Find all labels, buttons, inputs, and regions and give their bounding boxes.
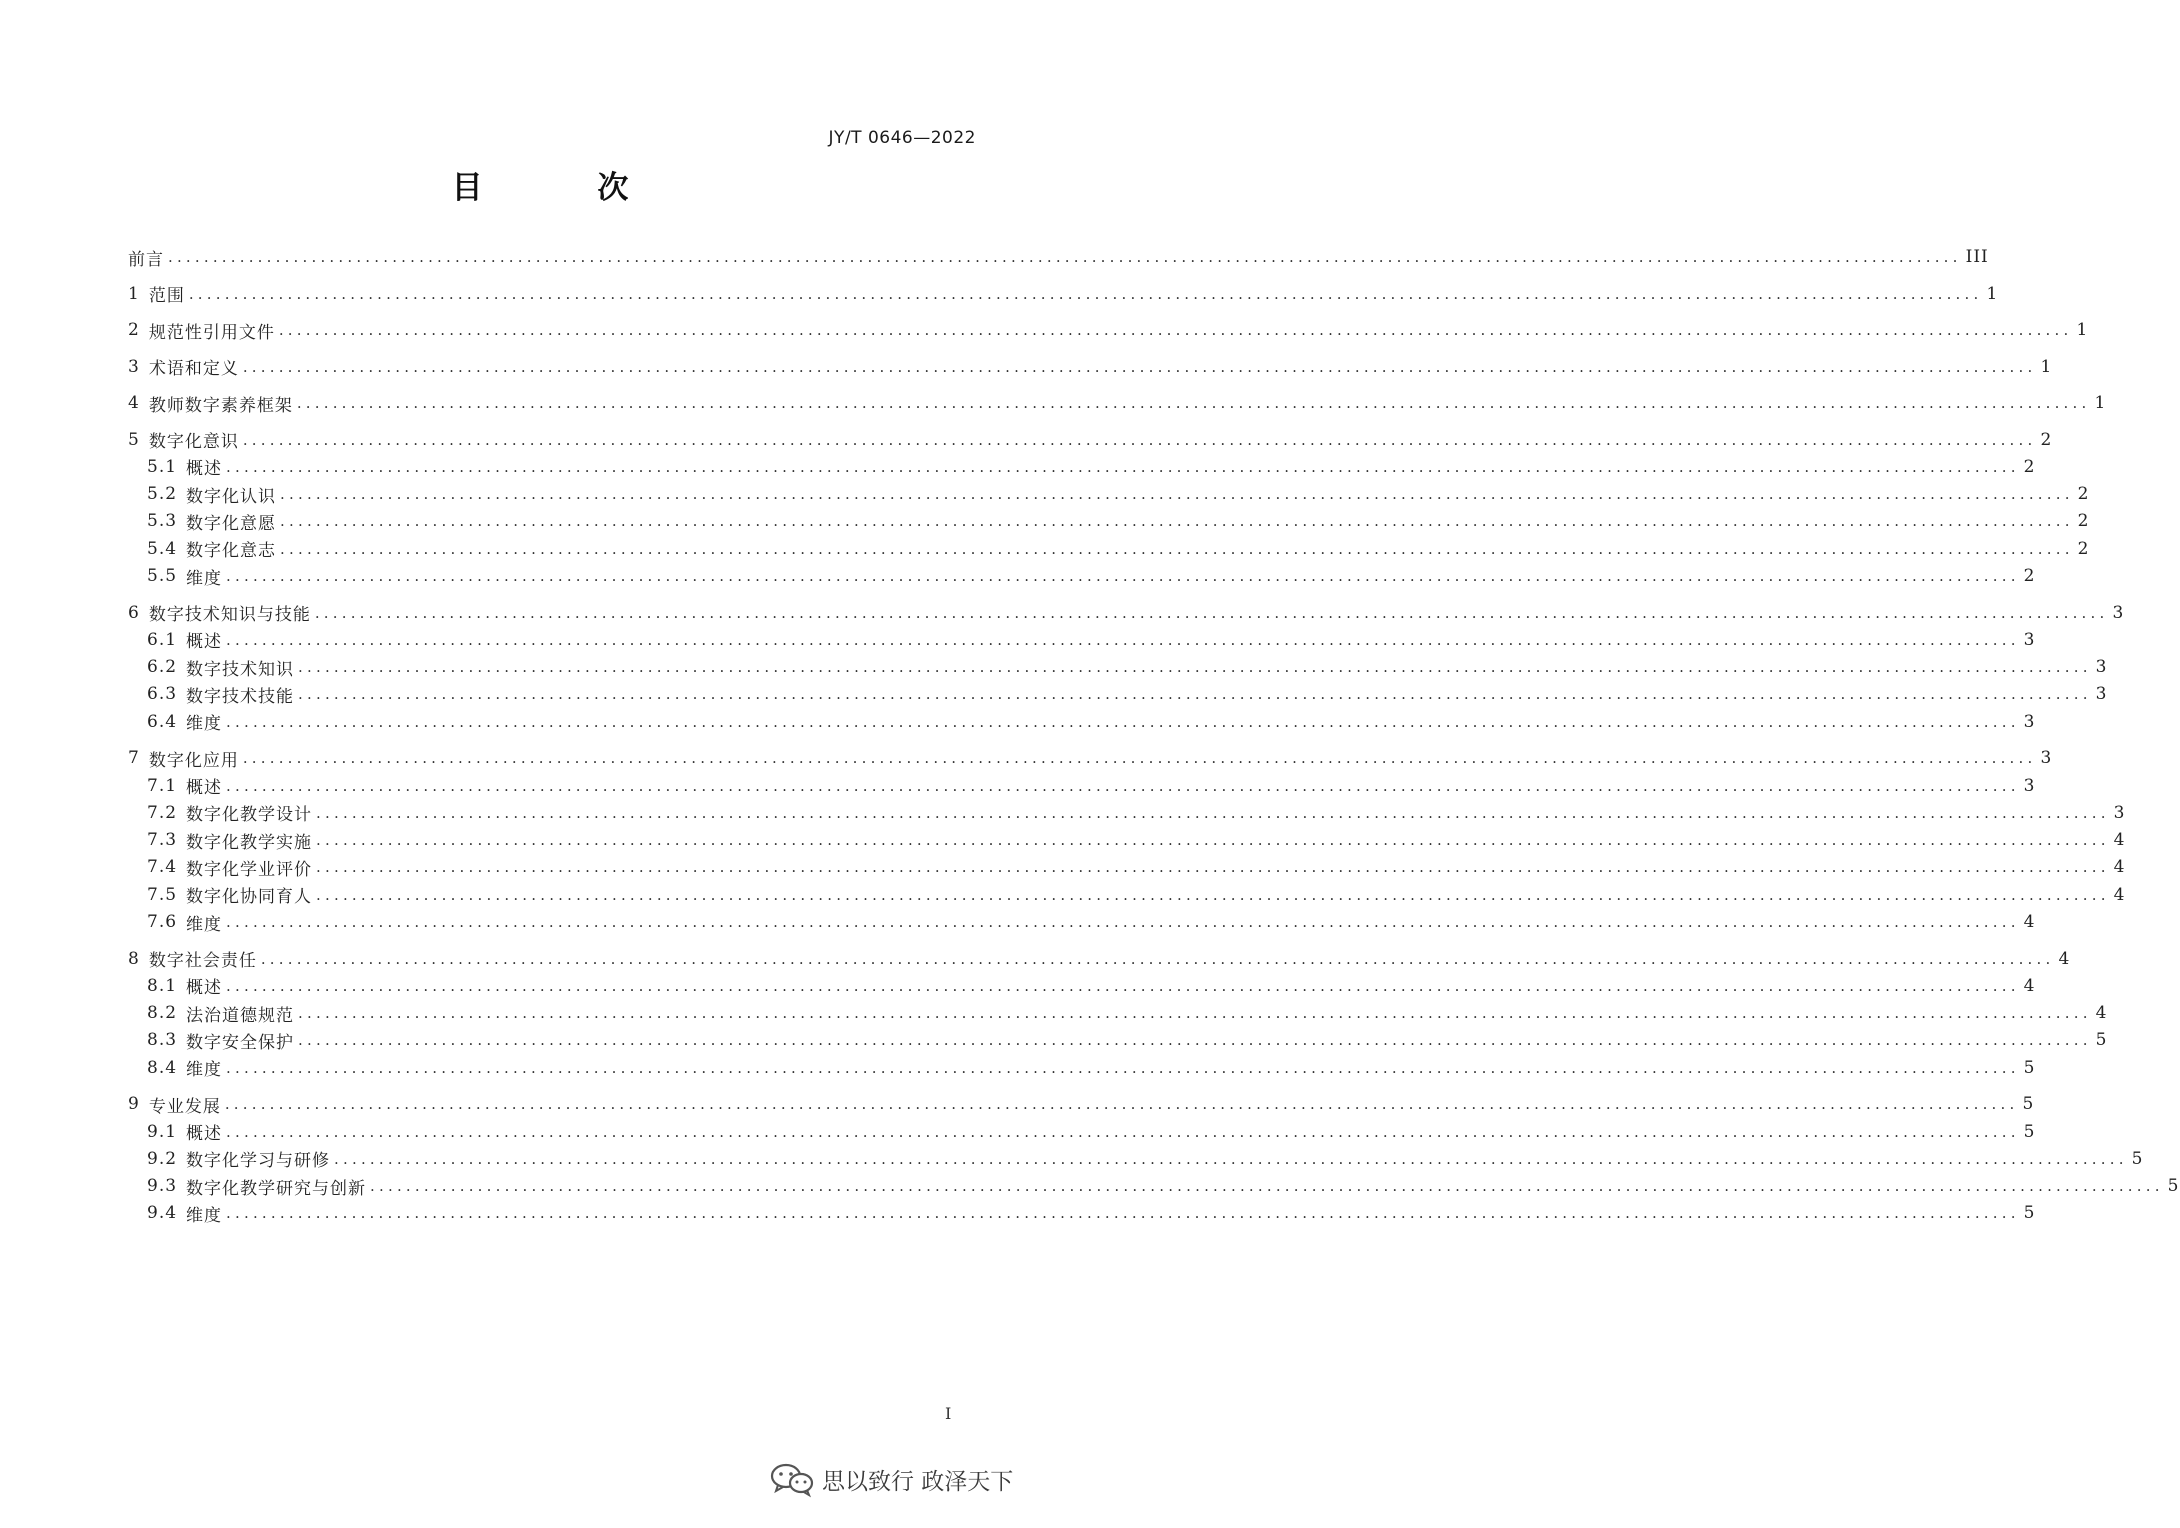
- toc-entry: [128, 1089, 2035, 1119]
- toc-entry-label: 专业发展: [148, 1096, 221, 1117]
- toc-subentry: [147, 1025, 2108, 1055]
- toc-entry-number: 5.3: [147, 511, 178, 532]
- toc-entry-number: 6: [128, 602, 140, 623]
- toc-leader-dots: ........................................................................................................................................................................................................: [260, 949, 2055, 968]
- toc-entry: [128, 944, 2071, 974]
- toc-entry-page: 5: [2023, 1057, 2036, 1078]
- toc-entry-label: 数字化意志: [186, 541, 277, 562]
- toc-entry-page: 5: [2022, 1094, 2035, 1115]
- toc-entry-number: 9.4: [147, 1203, 178, 1224]
- toc-entry-page: 2: [2077, 484, 2090, 505]
- toc-leader-dots: ........................................................................................................................................................................................................: [242, 357, 2037, 376]
- toc-entry-page: 4: [2023, 912, 2036, 932]
- toc-entry-label: 前言: [128, 249, 164, 270]
- toc-entry-number: 5.4: [147, 538, 178, 559]
- toc-entry-label: 概述: [186, 632, 223, 653]
- toc-entry-label: 维度: [186, 1205, 223, 1226]
- toc-subentry: [147, 825, 2126, 855]
- toc-leader-dots: ........................................................................................................................................................................................................: [224, 1095, 2019, 1114]
- toc-subentry: [147, 1117, 2036, 1147]
- toc-leader-dots: ........................................................................................................................................................................................................: [226, 1122, 2020, 1141]
- toc-entry-label: 数字技术知识: [186, 659, 295, 680]
- toc-entry-label: 数字化意识: [148, 432, 239, 452]
- watermark: [768, 1462, 1013, 1496]
- toc-entry-number: 8.3: [147, 1030, 178, 1051]
- toc-entry-page: 1: [1986, 283, 1999, 304]
- toc-entry-page: 3: [2023, 711, 2036, 732]
- toc-entry-number: 5.2: [147, 484, 178, 505]
- toc-entry-number: 5.1: [147, 456, 178, 477]
- toc-entry-number: 8.2: [147, 1003, 178, 1024]
- toc-leader-dots: ........................................................................................................................................................................................................: [280, 512, 2074, 531]
- toc-entry-number: 7.4: [147, 857, 178, 878]
- toc-entry-label: 数字化协同育人: [186, 887, 313, 908]
- toc-entry-page: 4: [2113, 830, 2126, 851]
- toc-entry-number: 5: [128, 429, 140, 450]
- toc-entry: [128, 279, 1999, 309]
- toc-entry-page: 4: [2058, 948, 2071, 969]
- toc-entry-page: 4: [2023, 975, 2036, 996]
- toc-entry-number: 9.1: [147, 1121, 178, 1142]
- toc-entry-page: 3: [2040, 748, 2053, 769]
- toc-subentry: [147, 971, 2036, 1001]
- toc-entry-number: 8: [128, 948, 140, 969]
- toc-entry-label: 数字化学业评价: [186, 859, 313, 880]
- toc-leader-dots: ........................................................................................................................................................................................................: [280, 485, 2074, 504]
- toc-subentry: [147, 452, 2036, 482]
- toc-entry-label: 教师数字素养框架: [148, 395, 293, 416]
- toc-leader-dots: ........................................................................................................................................................................................................: [280, 539, 2074, 558]
- toc-subentry: [147, 998, 2108, 1028]
- toc-entry-number: 8.4: [147, 1057, 178, 1078]
- toc-entry-number: 6.1: [147, 629, 178, 650]
- toc-leader-dots: ........................................................................................................................................................................................................: [298, 1031, 2092, 1050]
- toc-subentry: [147, 652, 2108, 682]
- toc-leader-dots: ........................................................................................................................................................................................................: [370, 1177, 2164, 1196]
- toc-entry: [128, 743, 2053, 773]
- toc-entry-page: 1: [2076, 320, 2089, 340]
- toc-entry-label: 概述: [186, 459, 223, 480]
- toc-entry-label: 数字化认识: [186, 486, 277, 507]
- toc-subentry: [147, 479, 2090, 509]
- toc-leader-dots: ........................................................................................................................................................................................................: [316, 831, 2110, 850]
- toc-entry-label: 数字化教学研究与创新: [186, 1178, 367, 1199]
- toc-entry-label: 数字化教学实施: [186, 832, 313, 853]
- toc-leader-dots: ........................................................................................................................................................................................................: [242, 749, 2037, 768]
- toc-leader-dots: ........................................................................................................................................................................................................: [226, 776, 2020, 795]
- toc-entry-page: 1: [2094, 393, 2107, 413]
- toc-leader-dots: ........................................................................................................................................................................................................: [242, 430, 2037, 449]
- toc-entry-page: III: [1965, 247, 1989, 267]
- toc-entry-number: 7: [128, 748, 140, 769]
- toc-leader-dots: ........................................................................................................................................................................................................: [298, 658, 2092, 677]
- toc-entry: [128, 388, 2107, 418]
- toc-entry-number: 2: [128, 320, 140, 340]
- toc-entry-number: 5.5: [147, 566, 178, 586]
- toc-entry-page: 5: [2023, 1203, 2036, 1224]
- toc-entry-page: 4: [2113, 884, 2126, 905]
- toc-entry-label: 维度: [186, 914, 223, 935]
- toc-entry-page: 3: [2113, 802, 2126, 823]
- toc-entry-number: 4: [128, 393, 140, 413]
- toc-leader-dots: ........................................................................................................................................................................................................: [278, 321, 2073, 339]
- toc-leader-dots: ........................................................................................................................................................................................................: [298, 1004, 2092, 1023]
- toc-leader-dots: ........................................................................................................................................................................................................: [314, 603, 2109, 622]
- toc-entry-number: 7.6: [147, 912, 178, 932]
- toc-entry: [128, 315, 2089, 345]
- toc-entry-page: 4: [2113, 857, 2126, 878]
- toc-leader-dots: ........................................................................................................................................................................................................: [316, 803, 2110, 822]
- toc-entry-page: 4: [2095, 1003, 2108, 1024]
- toc-entry-label: 维度: [186, 568, 223, 589]
- toc-leader-dots: ........................................................................................................................................................................................................: [226, 913, 2020, 931]
- toc-subentry: [147, 1053, 2036, 1083]
- toc-entry: [128, 242, 1989, 272]
- toc-entry-number: 6.2: [147, 657, 178, 678]
- toc-leader-dots: ........................................................................................................................................................................................................: [226, 567, 2020, 585]
- toc-entry-number: 6.4: [147, 711, 178, 732]
- toc-entry-label: 数字安全保护: [186, 1032, 295, 1053]
- toc-entry-page: 5: [2023, 1121, 2036, 1142]
- toc-entry-number: 7.5: [147, 884, 178, 905]
- toc-entry-label: 法治道德规范: [186, 1005, 295, 1026]
- watermark-text: 思以致行 政泽天下: [822, 1468, 1014, 1495]
- toc-leader-dots: ........................................................................................................................................................................................................: [296, 394, 2091, 412]
- toc-leader-dots: ........................................................................................................................................................................................................: [226, 1204, 2020, 1223]
- toc-entry-page: 2: [2023, 456, 2036, 477]
- toc-subentry: [147, 1198, 2036, 1228]
- toc-entry-page: 1: [2040, 356, 2053, 377]
- toc-leader-dots: ........................................................................................................................................................................................................: [226, 457, 2020, 476]
- toc-subentry: [147, 1144, 2144, 1174]
- toc-entry: [128, 352, 2053, 382]
- toc-entry-page: 3: [2095, 657, 2108, 678]
- toc-leader-dots: ........................................................................................................................................................................................................: [168, 248, 1962, 266]
- toc-subentry: [147, 907, 2036, 937]
- toc-subentry: [147, 707, 2036, 737]
- toc-subentry: [147, 880, 2126, 910]
- wechat-icon: [768, 1462, 816, 1496]
- toc-subentry: [147, 1171, 2180, 1201]
- toc-entry-number: 6.3: [147, 684, 178, 705]
- toc-entry-number: 9: [128, 1094, 140, 1115]
- toc-leader-dots: ........................................................................................................................................................................................................: [298, 685, 2092, 704]
- toc-entry-page: 5: [2131, 1148, 2144, 1169]
- toc-leader-dots: ........................................................................................................................................................................................................: [334, 1149, 2128, 1168]
- toc-entry-number: 8.1: [147, 975, 178, 996]
- toc-entry-label: 范围: [148, 286, 185, 306]
- toc-entry-label: 规范性引用文件: [148, 322, 275, 343]
- toc-entry-label: 概述: [186, 778, 223, 798]
- toc-leader-dots: ........................................................................................................................................................................................................: [226, 712, 2020, 731]
- toc-entry-page: 5: [2167, 1176, 2180, 1197]
- toc-entry-page: 3: [2112, 602, 2125, 623]
- toc-entry-number: 1: [128, 283, 140, 304]
- toc-leader-dots: ........................................................................................................................................................................................................: [316, 858, 2110, 877]
- toc-subentry: [147, 534, 2090, 564]
- toc-entry-label: 维度: [186, 1060, 223, 1081]
- toc-entry-number: 9.2: [147, 1148, 178, 1169]
- toc-subentry: [147, 625, 2036, 655]
- page-title: 目 次: [451, 170, 681, 206]
- toc-entry-page: 3: [2023, 775, 2036, 796]
- toc-leader-dots: ........................................................................................................................................................................................................: [226, 976, 2020, 995]
- toc-entry-label: 维度: [186, 714, 223, 735]
- toc-subentry: [147, 852, 2126, 882]
- toc-entry-label: 概述: [186, 978, 223, 999]
- standard-code: JY/T 0646—2022: [828, 128, 976, 148]
- toc-entry-number: 7.1: [147, 775, 178, 796]
- toc-entry-label: 数字化意愿: [186, 513, 277, 534]
- toc-entry-number: 3: [128, 356, 140, 377]
- toc-entry-label: 数字社会责任: [148, 951, 257, 971]
- toc-leader-dots: ........................................................................................................................................................................................................: [188, 284, 1983, 303]
- toc-leader-dots: ........................................................................................................................................................................................................: [316, 885, 2110, 904]
- toc-entry-label: 数字技术知识与技能: [148, 605, 311, 625]
- toc-entry-page: 2: [2023, 566, 2036, 586]
- toc-entry-label: 数字技术技能: [186, 686, 295, 707]
- toc-leader-dots: ........................................................................................................................................................................................................: [226, 630, 2020, 649]
- toc-entry-label: 概述: [186, 1124, 223, 1144]
- toc-entry-label: 数字化教学设计: [186, 805, 313, 826]
- page-number: I: [945, 1404, 952, 1423]
- toc-entry-label: 术语和定义: [148, 359, 239, 379]
- toc-entry-number: 7.2: [147, 802, 178, 823]
- toc-entry-page: 3: [2095, 684, 2108, 705]
- toc-entry-label: 数字化应用: [148, 750, 239, 771]
- toc-entry-label: 数字化学习与研修: [186, 1151, 331, 1172]
- toc-subentry: [147, 679, 2108, 709]
- toc-subentry: [147, 561, 2036, 591]
- toc-entry-page: 2: [2077, 511, 2090, 532]
- toc-entry: [128, 598, 2125, 628]
- toc-leader-dots: ........................................................................................................................................................................................................: [226, 1058, 2020, 1077]
- toc-entry: [128, 425, 2053, 455]
- toc-entry-page: 5: [2095, 1030, 2108, 1051]
- toc-entry-page: 3: [2023, 629, 2036, 650]
- toc-entry-page: 2: [2040, 429, 2053, 450]
- toc-entry-number: 7.3: [147, 830, 178, 851]
- toc-entry-number: 9.3: [147, 1176, 178, 1197]
- toc-subentry: [147, 771, 2036, 801]
- toc-subentry: [147, 506, 2090, 536]
- toc-subentry: [147, 798, 2126, 828]
- toc-entry-page: 2: [2077, 538, 2090, 559]
